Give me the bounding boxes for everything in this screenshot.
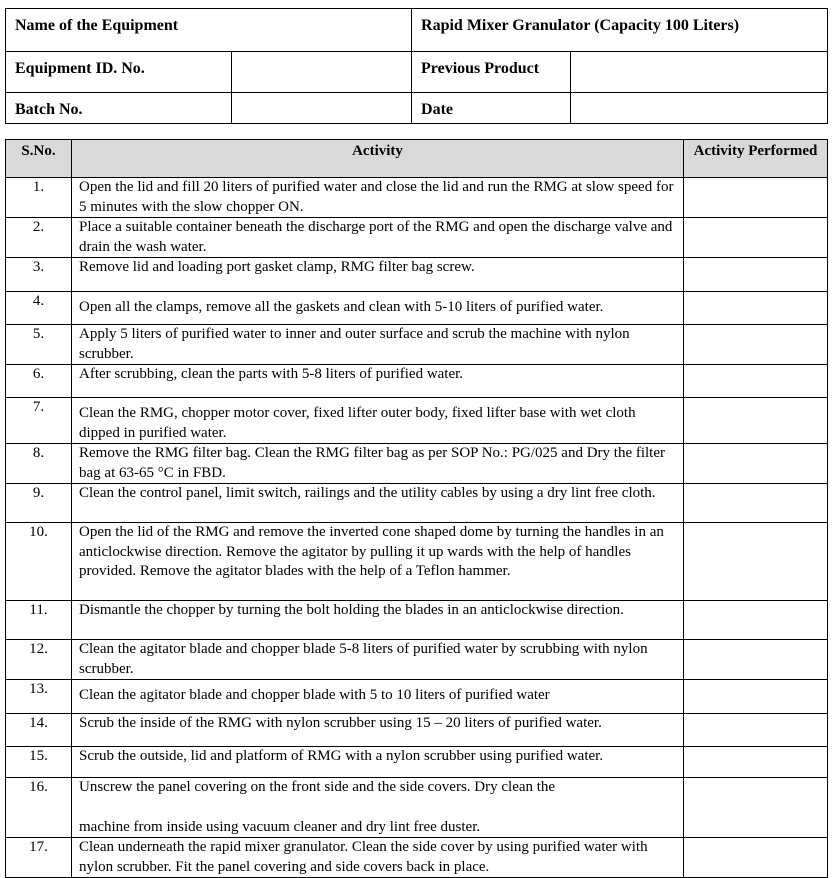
row-activity-text: Clean the agitator blade and chopper blade with 5 to 10 liters of purified water	[79, 687, 550, 703]
table-row	[6, 365, 828, 398]
row-activity	[72, 778, 684, 838]
row-sno: 14.	[6, 714, 72, 747]
row-activity-text: After scrubbing, clean the parts with 5-8 liters of purified water.	[79, 366, 464, 382]
row-activity	[72, 714, 684, 747]
row-activity-performed[interactable]	[684, 218, 828, 258]
row-sno: 1.	[6, 178, 72, 218]
row-activity	[72, 601, 684, 640]
table-row	[6, 680, 828, 714]
row-activity-text: Open the lid and fill 20 liters of purified water and close the lid and run the RMG at slow speed for 5 minutes with the slow chopper ON.	[79, 179, 674, 215]
row-activity-performed[interactable]	[684, 484, 828, 523]
activity-rows	[6, 178, 828, 878]
row-activity-text: Open the lid of the RMG and remove the inverted cone shaped dome by turning the handles in an anticlockwise direction. Remove the agitator by pulling it up wards with the help of handles provided. Remove the agitator blades with the help of a Teflon hammer.	[79, 524, 664, 579]
row-activity-performed[interactable]	[684, 258, 828, 292]
row-activity-performed[interactable]	[684, 365, 828, 398]
row-sno: 13.	[6, 680, 72, 714]
row-activity-text: Unscrew the panel covering on the front side and the side covers. Dry clean the	[79, 779, 556, 795]
row-activity	[72, 398, 684, 444]
row-sno: 6.	[6, 365, 72, 398]
row-sno: 3.	[6, 258, 72, 292]
equipment-name-label: Name of the Equipment	[6, 9, 412, 52]
activity-table	[5, 139, 828, 878]
row-sno: 7.	[6, 398, 72, 444]
table-row	[6, 398, 828, 444]
row-sno: 8.	[6, 444, 72, 484]
row-activity-performed[interactable]	[684, 325, 828, 365]
previous-product-value[interactable]	[571, 52, 828, 93]
row-activity-performed[interactable]	[684, 292, 828, 325]
row-activity-text: Scrub the inside of the RMG with nylon scrubber using 15 – 20 liters of purified water.	[79, 715, 602, 731]
table-row	[6, 778, 828, 838]
row-activity-text: Place a suitable container beneath the discharge port of the RMG and open the discharge valve and drain the wash water.	[79, 219, 673, 255]
row-activity	[72, 523, 684, 601]
row-activity-text: Clean underneath the rapid mixer granulator. Clean the side cover by using purified water with nylon scrubber. Fit the panel covering and side covers back in place.	[79, 839, 648, 875]
row-activity	[72, 365, 684, 398]
row-activity-text: Clean the control panel, limit switch, railings and the utility cables by using a dry lint free cloth.	[79, 485, 656, 501]
row-sno: 11.	[6, 601, 72, 640]
row-sno: 2.	[6, 218, 72, 258]
table-row	[6, 484, 828, 523]
row-activity-performed[interactable]	[684, 398, 828, 444]
table-row	[6, 601, 828, 640]
equipment-info-table	[5, 8, 828, 124]
row-activity-text: Dismantle the chopper by turning the bolt holding the blades in an anticlockwise direction.	[79, 602, 624, 618]
row-activity-performed[interactable]	[684, 714, 828, 747]
previous-product-label: Previous Product	[412, 52, 571, 93]
row-activity	[72, 218, 684, 258]
row-activity-text: Clean the RMG, chopper motor cover, fixed lifter outer body, fixed lifter base with wet cloth dipped in purified water.	[79, 405, 636, 441]
row-sno: 9.	[6, 484, 72, 523]
table-row	[6, 292, 828, 325]
equipment-id-value[interactable]	[232, 52, 412, 93]
column-header-activity-performed: Activity Performed	[684, 140, 828, 178]
row-activity	[72, 680, 684, 714]
row-sno: 16.	[6, 778, 72, 838]
batch-no-label: Batch No.	[6, 93, 232, 124]
date-value[interactable]	[571, 93, 828, 124]
row-activity	[72, 484, 684, 523]
row-activity	[72, 325, 684, 365]
equipment-id-label: Equipment ID. No.	[6, 52, 232, 93]
table-row	[6, 523, 828, 601]
row-sno: 4.	[6, 292, 72, 325]
row-activity-text: Scrub the outside, lid and platform of RMG with a nylon scrubber using purified water.	[79, 748, 604, 764]
table-row	[6, 258, 828, 292]
row-activity-performed[interactable]	[684, 601, 828, 640]
date-label: Date	[412, 93, 571, 124]
row-activity-text: Apply 5 liters of purified water to inner and outer surface and scrub the machine with nylon scrubber.	[79, 326, 630, 362]
row-sno: 10.	[6, 523, 72, 601]
row-activity-performed[interactable]	[684, 640, 828, 680]
row-sno: 17.	[6, 838, 72, 878]
row-activity-text: Remove the RMG filter bag. Clean the RMG filter bag as per SOP No.: PG/025 and Dry the filter bag at 63-65 °C in FBD.	[79, 445, 666, 481]
row-sno: 15.	[6, 747, 72, 778]
row-activity-text: Remove lid and loading port gasket clamp, RMG filter bag screw.	[79, 259, 475, 275]
row-activity-performed[interactable]	[684, 778, 828, 838]
row-activity	[72, 178, 684, 218]
row-activity-performed[interactable]	[684, 523, 828, 601]
table-row	[6, 218, 828, 258]
row-activity-performed[interactable]	[684, 747, 828, 778]
batch-no-value[interactable]	[232, 93, 412, 124]
table-row	[6, 747, 828, 778]
row-sno: 5.	[6, 325, 72, 365]
equipment-name-value: Rapid Mixer Granulator (Capacity 100 Liters)	[412, 9, 828, 52]
row-activity-text: Open all the clamps, remove all the gaskets and clean with 5-10 liters of purified water.	[79, 299, 604, 315]
table-row	[6, 325, 828, 365]
row-activity	[72, 747, 684, 778]
table-row	[6, 444, 828, 484]
row-activity	[72, 292, 684, 325]
table-row	[6, 178, 828, 218]
row-activity	[72, 444, 684, 484]
row-sno: 12.	[6, 640, 72, 680]
row-activity	[72, 258, 684, 292]
table-row	[6, 714, 828, 747]
column-header-activity: Activity	[72, 140, 684, 178]
row-activity	[72, 640, 684, 680]
row-activity-performed[interactable]	[684, 444, 828, 484]
table-row	[6, 640, 828, 680]
column-header-sno: S.No.	[6, 140, 72, 178]
row-activity-performed[interactable]	[684, 680, 828, 714]
row-activity-text: Clean the agitator blade and chopper blade 5-8 liters of purified water by scrubbing with nylon scrubber.	[79, 641, 648, 677]
row-activity-performed[interactable]	[684, 178, 828, 218]
row-activity-text-continued: machine from inside using vacuum cleaner and dry lint free duster.	[79, 818, 481, 835]
